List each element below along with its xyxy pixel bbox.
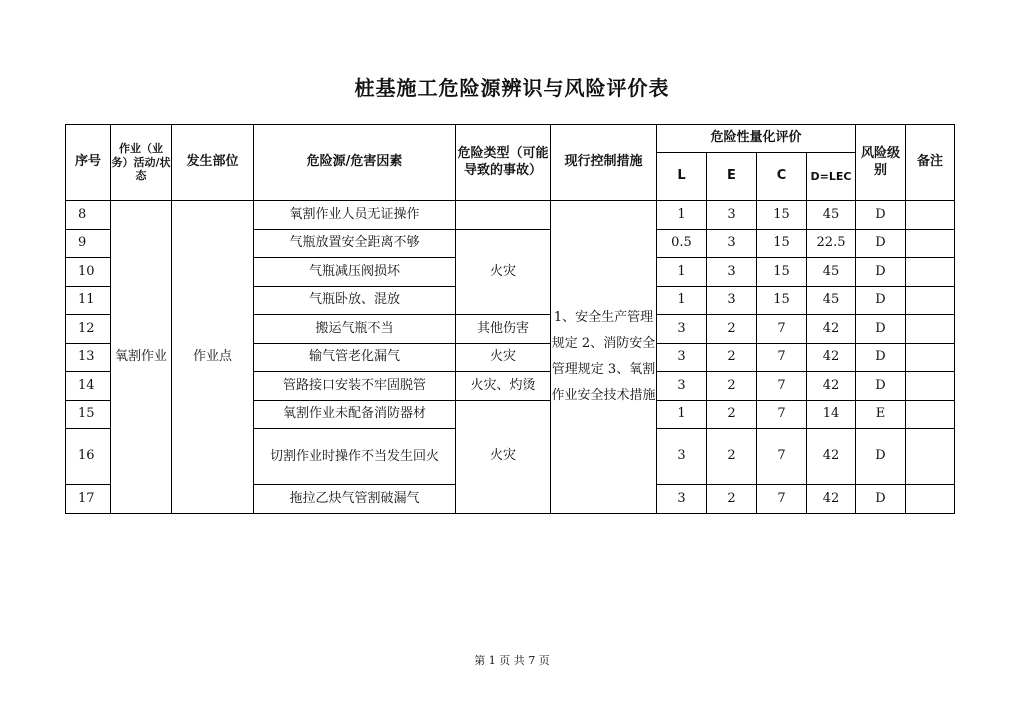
controls-cell: 1、安全生产管理规定 2、消防安全管理规定 3、氧割作业安全技术措施 xyxy=(551,201,657,514)
row-hazard: 气瓶卧放、混放 xyxy=(254,286,456,315)
row-seq: 13 xyxy=(66,343,111,372)
row-seq: 16 xyxy=(66,429,111,485)
row-D: 42 xyxy=(807,485,856,514)
row-accident: 其他伤害 xyxy=(456,315,551,344)
row-D: 42 xyxy=(807,343,856,372)
row-seq: 14 xyxy=(66,372,111,401)
row-E: 2 xyxy=(707,485,757,514)
row-remark xyxy=(906,400,955,429)
row-L: 3 xyxy=(657,315,707,344)
header-accident-type: 危险类型（可能导致的事故） xyxy=(456,125,551,201)
header-C: C xyxy=(757,153,807,201)
row-hazard: 搬运气瓶不当 xyxy=(254,315,456,344)
row-C: 7 xyxy=(757,343,807,372)
row-remark xyxy=(906,315,955,344)
header-location: 发生部位 xyxy=(172,125,254,201)
row-hazard: 气瓶放置安全距离不够 xyxy=(254,229,456,258)
header-controls: 现行控制措施 xyxy=(551,125,657,201)
row-seq: 11 xyxy=(66,286,111,315)
activity-cell: 氧割作业 xyxy=(111,201,172,514)
row-seq: 15 xyxy=(66,400,111,429)
row-remark xyxy=(906,258,955,287)
accident-group-2: 火灾 xyxy=(456,400,551,513)
row-C: 15 xyxy=(757,229,807,258)
header-E: E xyxy=(707,153,757,201)
risk-assessment-table xyxy=(65,124,955,514)
row-remark xyxy=(906,485,955,514)
row-D: 45 xyxy=(807,258,856,287)
row-C: 15 xyxy=(757,201,807,230)
row-level: D xyxy=(856,229,906,258)
header-hazard: 危险源/危害因素 xyxy=(254,125,456,201)
row-L: 3 xyxy=(657,343,707,372)
row-level: D xyxy=(856,372,906,401)
row-hazard: 拖拉乙炔气管割破漏气 xyxy=(254,485,456,514)
row-E: 2 xyxy=(707,315,757,344)
row-level: D xyxy=(856,485,906,514)
row-C: 7 xyxy=(757,400,807,429)
row-seq: 12 xyxy=(66,315,111,344)
row-accident xyxy=(456,201,551,230)
row-L: 3 xyxy=(657,429,707,485)
row-E: 3 xyxy=(707,201,757,230)
row-hazard: 氧割作业未配备消防器材 xyxy=(254,400,456,429)
document-title: 桩基施工危险源辨识与风险评价表 xyxy=(354,76,670,100)
row-D: 45 xyxy=(807,201,856,230)
row-level: D xyxy=(856,201,906,230)
row-level: D xyxy=(856,286,906,315)
row-D: 14 xyxy=(807,400,856,429)
row-hazard: 管路接口安装不牢固脱管 xyxy=(254,372,456,401)
row-level: D xyxy=(856,315,906,344)
row-E: 3 xyxy=(707,286,757,315)
row-L: 3 xyxy=(657,372,707,401)
row-D: 22.5 xyxy=(807,229,856,258)
header-risk-level: 风险级别 xyxy=(856,125,906,201)
row-seq: 10 xyxy=(66,258,111,287)
row-hazard: 气瓶减压阀损坏 xyxy=(254,258,456,287)
row-L: 1 xyxy=(657,286,707,315)
row-level: D xyxy=(856,258,906,287)
row-C: 7 xyxy=(757,429,807,485)
row-D: 42 xyxy=(807,315,856,344)
row-C: 7 xyxy=(757,315,807,344)
header-L: L xyxy=(657,153,707,201)
page-footer: 第 1 页 共 7 页 xyxy=(474,654,550,667)
row-remark xyxy=(906,201,955,230)
row-C: 7 xyxy=(757,372,807,401)
header-remarks: 备注 xyxy=(906,125,955,201)
row-D: 42 xyxy=(807,372,856,401)
row-E: 2 xyxy=(707,400,757,429)
row-L: 3 xyxy=(657,485,707,514)
row-seq: 9 xyxy=(66,229,111,258)
row-C: 7 xyxy=(757,485,807,514)
header-quant-eval: 危险性量化评价 xyxy=(657,125,856,153)
row-L: 1 xyxy=(657,258,707,287)
row-E: 2 xyxy=(707,372,757,401)
row-remark xyxy=(906,343,955,372)
accident-group-1: 火灾 xyxy=(456,229,551,315)
row-remark xyxy=(906,286,955,315)
row-level: E xyxy=(856,400,906,429)
row-C: 15 xyxy=(757,258,807,287)
row-level: D xyxy=(856,429,906,485)
row-D: 45 xyxy=(807,286,856,315)
row-remark xyxy=(906,429,955,485)
row-C: 15 xyxy=(757,286,807,315)
header-D: D=LEC xyxy=(807,153,856,201)
location-cell: 作业点 xyxy=(172,201,254,514)
row-L: 1 xyxy=(657,400,707,429)
row-E: 2 xyxy=(707,429,757,485)
table-row xyxy=(66,201,955,230)
row-accident: 火灾 xyxy=(456,343,551,372)
row-E: 2 xyxy=(707,343,757,372)
row-L: 0.5 xyxy=(657,229,707,258)
row-hazard: 氧割作业人员无证操作 xyxy=(254,201,456,230)
row-remark xyxy=(906,372,955,401)
row-hazard: 切割作业时操作不当发生回火 xyxy=(254,429,456,485)
row-hazard: 输气管老化漏气 xyxy=(254,343,456,372)
header-row xyxy=(66,125,955,153)
row-E: 3 xyxy=(707,229,757,258)
row-remark xyxy=(906,229,955,258)
row-seq: 8 xyxy=(66,201,111,230)
row-level: D xyxy=(856,343,906,372)
row-E: 3 xyxy=(707,258,757,287)
row-accident: 火灾、灼烫 xyxy=(456,372,551,401)
row-seq: 17 xyxy=(66,485,111,514)
row-D: 42 xyxy=(807,429,856,485)
header-seq: 序号 xyxy=(66,125,111,201)
header-activity: 作业（业务）活动/状态 xyxy=(111,125,172,201)
row-L: 1 xyxy=(657,201,707,230)
